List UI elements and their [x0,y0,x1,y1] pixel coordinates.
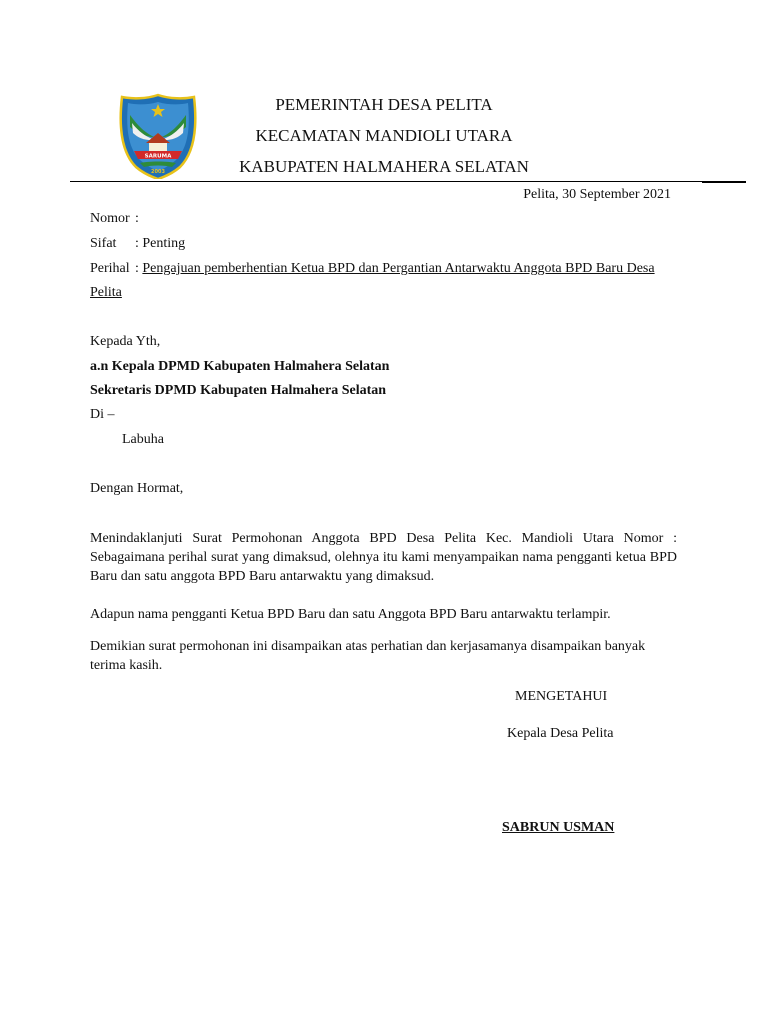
signature-title: Kepala Desa Pelita [507,726,614,741]
recipient-line-1: a.n Kepala DPMD Kabupaten Halmahera Selatan [90,359,390,374]
perihal-value-line-2: Pelita [90,285,122,300]
paragraph-2: Adapun nama pengganti Ketua BPD Baru dan satu Anggota BPD Baru antarwaktu terlampir. [90,607,611,622]
recipient-di: Di – [90,407,115,422]
nomor-value: : [135,211,139,226]
paragraph-1: Menindaklanjuti Surat Permohonan Anggota BPD Desa Pelita Kec. Mandioli Utara Nomor : Sebagaimana perihal surat yang dimaksud, olehnya itu kami menyampaikan nama pengganti ketua BPD Baru dan satu anggota BPD Baru antarwaktu yang dimaksud. [90,531,677,584]
signature-name: SABRUN USMAN [502,820,615,835]
emblem-ribbon-text: SARUMA [144,153,172,160]
meta-perihal [90,261,655,277]
perihal-label: Perihal [90,261,130,276]
recipient-greeting: Kepada Yth, [90,334,161,349]
letterhead-divider-accent [702,182,746,183]
signature-mengetahui: MENGETAHUI [515,689,608,704]
letterhead-divider [70,181,746,182]
letterhead-line-1: PEMERINTAH DESA PELITA [275,95,493,114]
recipient-line-2: Sekretaris DPMD Kabupaten Halmahera Selatan [90,383,387,398]
emblem-year-text: 2003 [151,169,165,175]
meta-sifat [90,236,185,252]
letterhead-line-2: KECAMATAN MANDIOLI UTARA [255,126,513,145]
nomor-label: Nomor [90,211,130,226]
letterhead-line-3: KABUPATEN HALMAHERA SELATAN [239,157,529,176]
perihal-value-line-1: Pengajuan pemberhentian Ketua BPD dan Pergantian Antarwaktu Anggota BPD Baru Desa [142,261,655,276]
salutation: Dengan Hormat, [90,481,184,496]
paragraph-3: Demikian surat permohonan ini disampaikan atas perhatian dan kerjasamanya disampaikan banyak terima kasih. [90,639,646,673]
recipient-place: Labuha [122,432,164,447]
perihal-colon: : [135,261,143,276]
sifat-label: Sifat [90,236,117,251]
sifat-value: : Penting [135,236,186,251]
meta-nomor [90,211,139,227]
letter-date: Pelita, 30 September 2021 [523,187,671,202]
